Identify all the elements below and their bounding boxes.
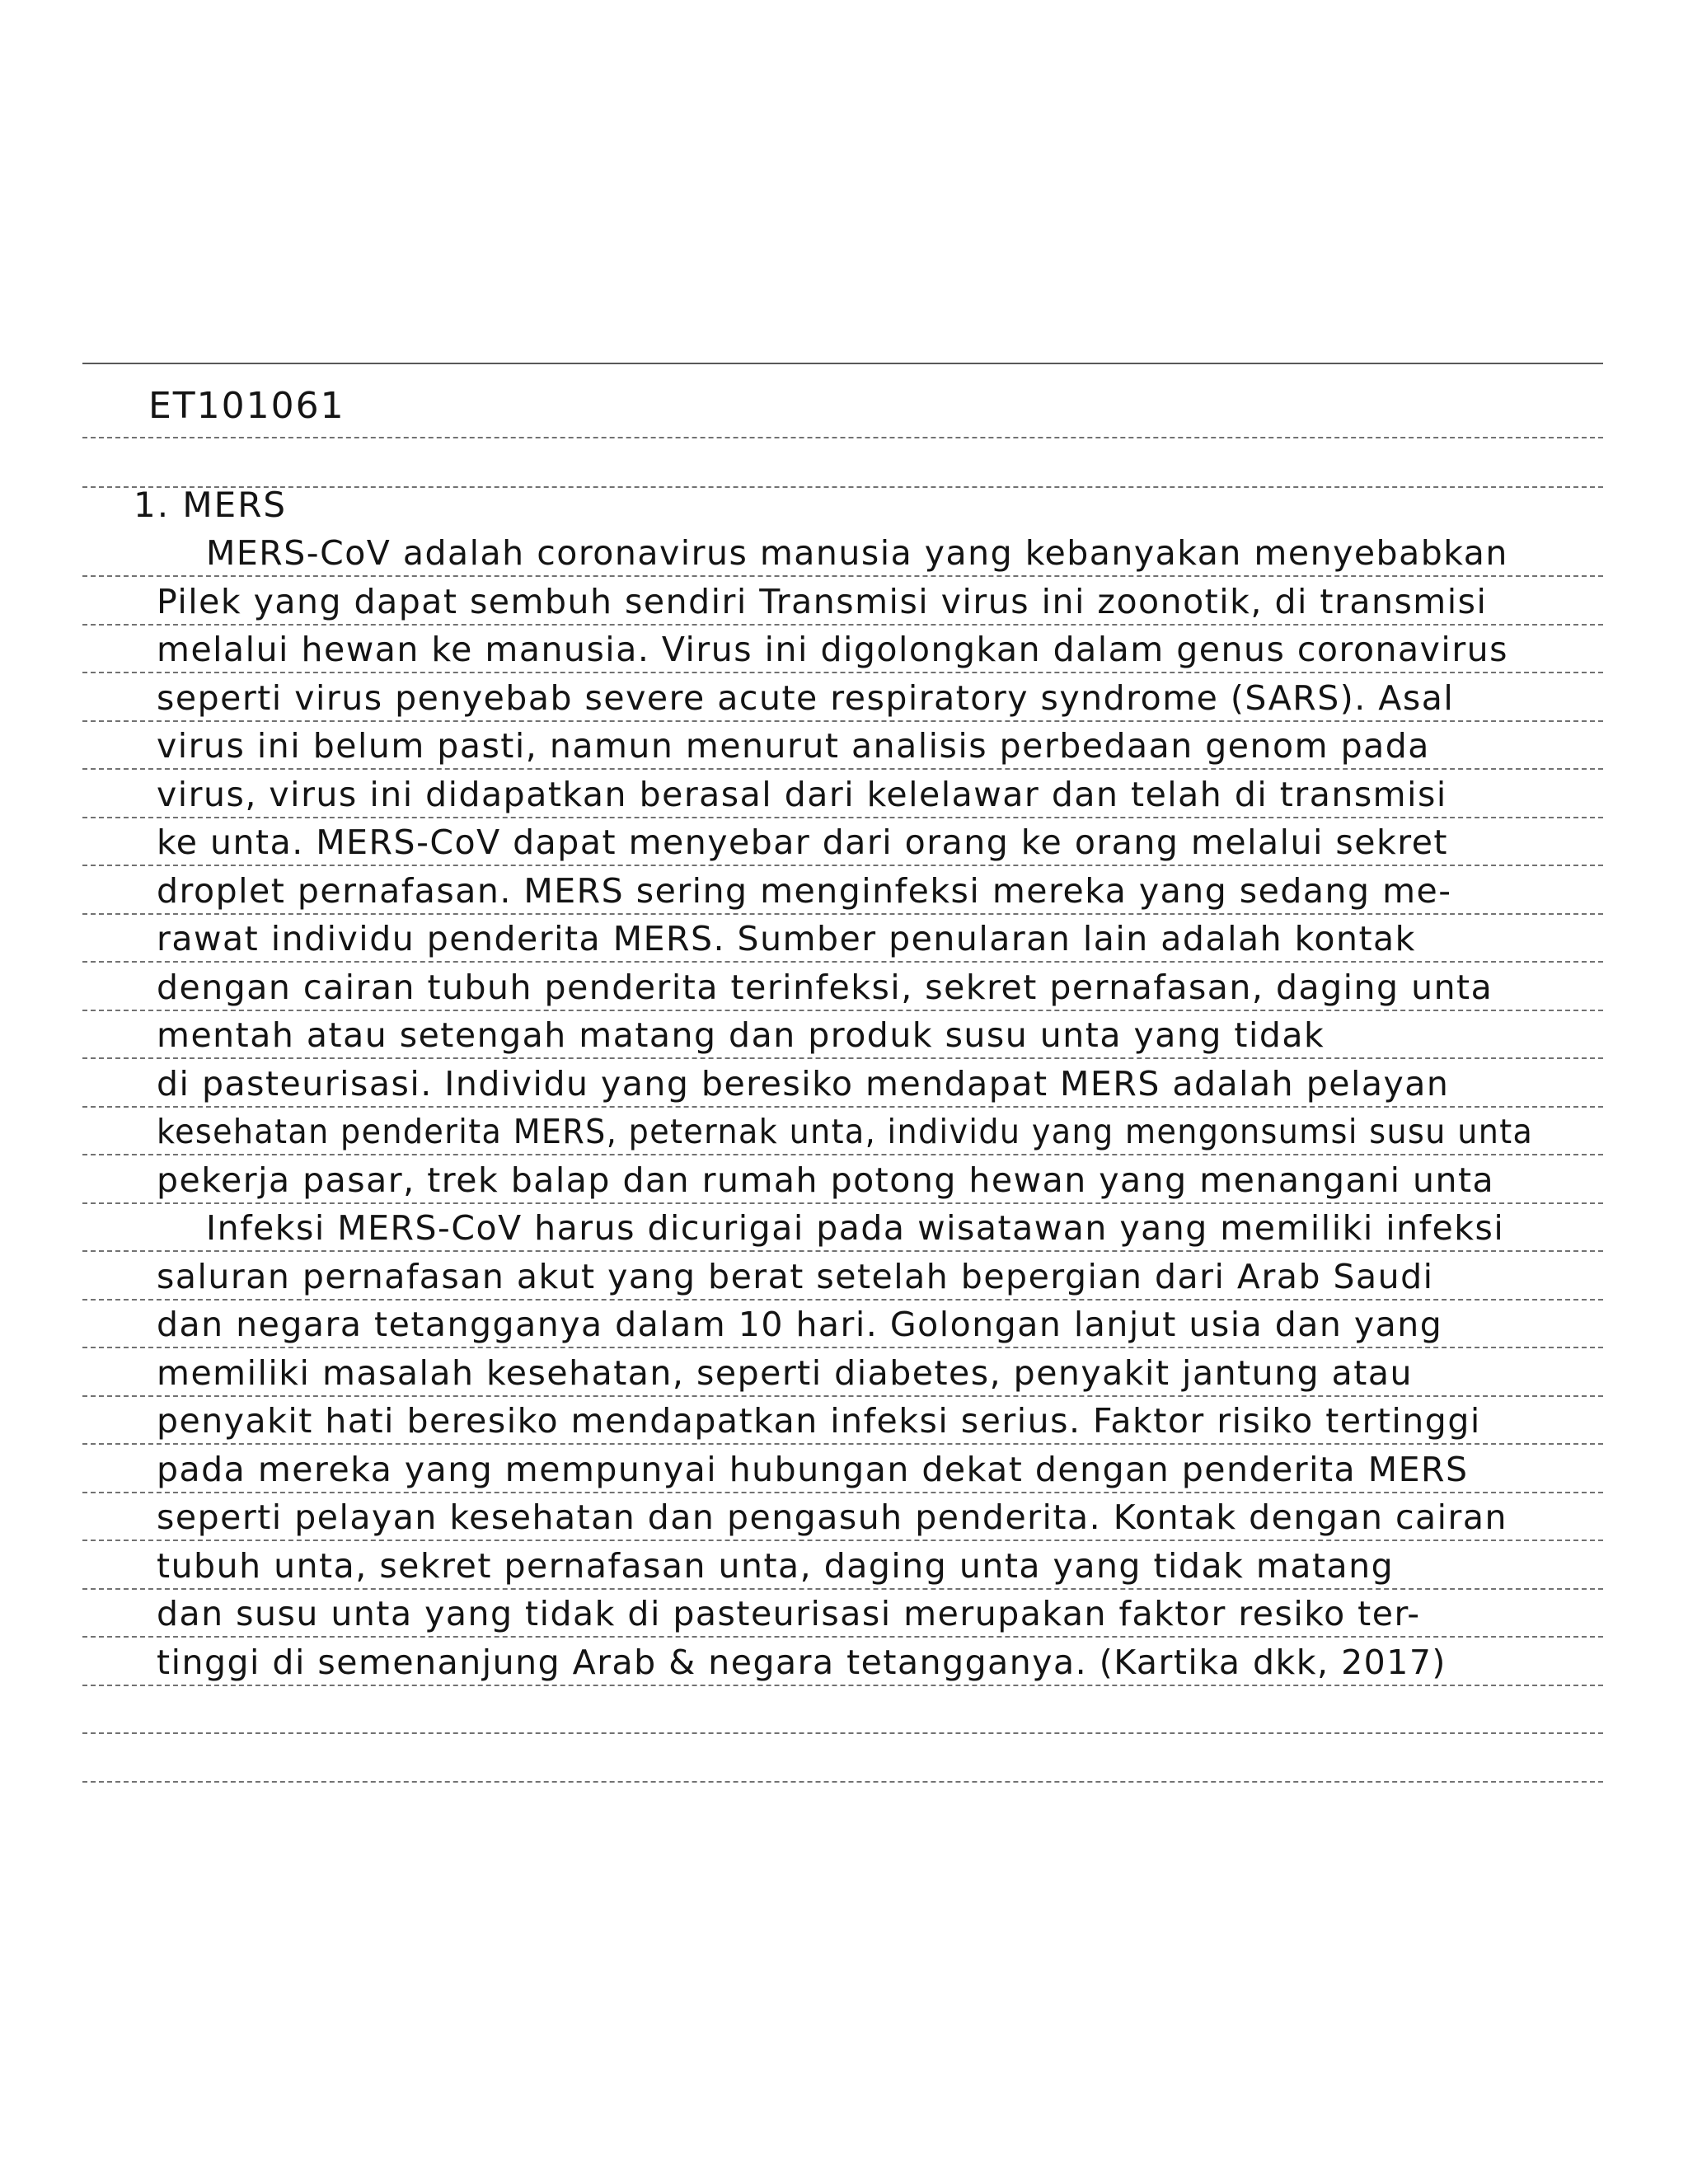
text-line: kesehatan penderita MERS, peternak unta, individu yang mengonsumsi susu unta xyxy=(157,1112,1534,1151)
text-line: memiliki masalah kesehatan, seperti diabetes, penyakit jantung atau xyxy=(157,1352,1413,1393)
text-line: dan susu unta yang tidak di pasteurisasi merupakan faktor resiko ter- xyxy=(157,1594,1421,1633)
rule-line xyxy=(82,1781,1603,1783)
rule-line xyxy=(82,575,1603,577)
rule-line xyxy=(82,1057,1603,1059)
rule-line xyxy=(82,437,1603,438)
section-title: 1. MERS xyxy=(134,485,288,525)
text-line: pada mereka yang mempunyai hubungan dekat dengan penderita MERS xyxy=(157,1449,1469,1489)
text-line: seperti virus penyebab severe acute respiratory syndrome (SARS). Asal xyxy=(157,677,1455,718)
rule-line xyxy=(82,1250,1603,1252)
rule-line xyxy=(82,720,1603,722)
rule-line xyxy=(82,1106,1603,1108)
rule-line xyxy=(82,1492,1603,1493)
rule-line xyxy=(82,768,1603,770)
text-line: tubuh unta, sekret pernafasan unta, daging unta yang tidak matang xyxy=(157,1545,1395,1586)
text-line: ke unta. MERS-CoV dapat menyebar dari orang ke orang melalui sekret xyxy=(157,823,1448,862)
rule-line xyxy=(82,817,1603,818)
text-line: virus ini belum pasti, namun menurut analisis perbedaan genom pada xyxy=(157,726,1430,766)
rule-line xyxy=(82,1202,1603,1204)
ruled-paper-area xyxy=(82,363,1603,1846)
rule-line xyxy=(82,1347,1603,1348)
text-line: rawat individu penderita MERS. Sumber penularan lain adalah kontak xyxy=(157,919,1416,958)
rule-line xyxy=(82,1154,1603,1155)
text-line: Pilek yang dapat sembuh sendiri Transmisi virus ini zoonotik, di transmisi xyxy=(157,581,1488,621)
rule-line xyxy=(82,624,1603,626)
rule-line xyxy=(82,865,1603,866)
rule-line xyxy=(82,1010,1603,1011)
text-line: tinggi di semenanjung Arab & negara tetangganya. (Kartika dkk, 2017) xyxy=(157,1642,1447,1682)
rule-line xyxy=(82,486,1603,488)
text-line: melalui hewan ke manusia. Virus ini digolongkan dalam genus coronavirus xyxy=(157,630,1509,669)
text-line: di pasteurisasi. Individu yang beresiko mendapat MERS adalah pelayan xyxy=(157,1063,1450,1104)
rule-line xyxy=(82,1588,1603,1590)
rule-line xyxy=(82,672,1603,673)
text-line: seperti pelayan kesehatan dan pengasuh penderita. Kontak dengan cairan xyxy=(157,1497,1508,1537)
text-line: mentah atau setengah matang dan produk susu unta yang tidak xyxy=(157,1015,1325,1055)
text-line: virus, virus ini didapatkan berasal dari kelelawar dan telah di transmisi xyxy=(157,774,1447,814)
text-line: pekerja pasar, trek balap dan rumah potong hewan yang menangani unta xyxy=(157,1160,1495,1200)
rule-line xyxy=(82,363,1603,364)
text-line: MERS-CoV adalah coronavirus manusia yang kebanyakan menyebabkan xyxy=(206,533,1508,573)
text-line: saluran pernafasan akut yang berat setelah bepergian dari Arab Saudi xyxy=(157,1256,1434,1296)
text-line: droplet pernafasan. MERS sering menginfeksi mereka yang sedang me- xyxy=(157,870,1452,911)
rule-line xyxy=(82,1299,1603,1301)
rule-line xyxy=(82,913,1603,915)
text-line: dengan cairan tubuh penderita terinfeksi, sekret pernafasan, daging unta xyxy=(157,967,1493,1007)
rule-line xyxy=(82,1636,1603,1638)
rule-line xyxy=(82,1443,1603,1445)
student-id: ET101061 xyxy=(148,385,345,427)
text-line: penyakit hati beresiko mendapatkan infeksi serius. Faktor risiko tertinggi xyxy=(157,1401,1481,1441)
rule-line xyxy=(82,961,1603,963)
rule-line xyxy=(82,1395,1603,1397)
rule-line xyxy=(82,1685,1603,1686)
rule-line xyxy=(82,1540,1603,1541)
rule-line xyxy=(82,1732,1603,1734)
text-line: dan negara tetangganya dalam 10 hari. Golongan lanjut usia dan yang xyxy=(157,1305,1443,1344)
text-line: Infeksi MERS-CoV harus dicurigai pada wisatawan yang memiliki infeksi xyxy=(206,1208,1505,1248)
